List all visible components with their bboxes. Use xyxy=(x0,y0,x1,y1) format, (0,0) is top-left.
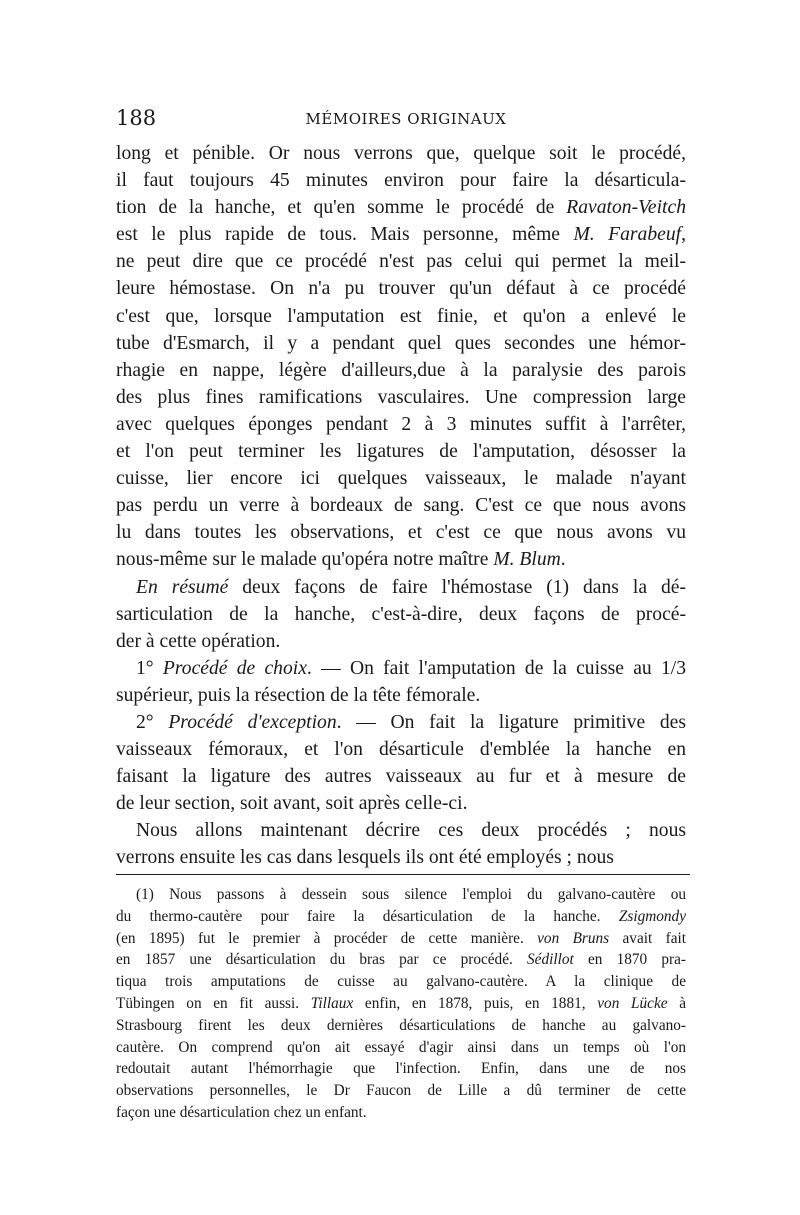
italic-run: Tillaux xyxy=(310,994,354,1012)
footnote xyxy=(116,884,686,1124)
text-line xyxy=(116,357,686,384)
text-run: verrons ensuite les cas dans lesquels ils ont été employés ; nous xyxy=(116,847,614,869)
text-line xyxy=(116,844,686,871)
text-run: est le plus rapide de tous. Mais personne, même xyxy=(116,224,574,246)
text-run: supérieur, puis la résection de la tête fémorale. xyxy=(116,684,481,706)
text-line xyxy=(116,411,686,438)
footnote-line xyxy=(116,1080,686,1102)
text-line xyxy=(116,465,686,492)
text-line xyxy=(116,682,686,709)
text-run: 1° xyxy=(136,657,163,679)
text-run: tion de la hanche, et qu'en somme le procédé de xyxy=(116,197,567,219)
text-run: . xyxy=(560,549,566,571)
italic-run: Zsigmondy xyxy=(618,907,686,925)
text-run: avec quelques éponges pendant 2 à 3 minutes suffit à l'arrêter, xyxy=(116,413,686,435)
italic-run: Ravaton-Veitch xyxy=(566,197,686,219)
text-line xyxy=(116,438,686,465)
text-run: il faut toujours 45 minutes environ pour faire la désarticula- xyxy=(116,170,686,192)
italic-run: M. Farabeuf xyxy=(573,224,682,246)
text-line xyxy=(116,330,686,357)
text-run: cuisse, lier encore ici quelques vaisseaux, le malade n'ayant xyxy=(116,468,686,490)
text-run: vaisseaux fémoraux, et l'on désarticule d'emblée la hanche en xyxy=(116,739,686,761)
text-run: tube d'Esmarch, il y a pendant quel ques secondes une hémor- xyxy=(116,332,686,354)
text-run: pas perdu un verre à bordeaux de sang. C'est ce que nous avons xyxy=(116,495,686,517)
text-run: ne peut dire que ce procédé n'est pas celui qui permet la meil- xyxy=(116,251,686,273)
body-text xyxy=(116,140,686,872)
text-run: en 1857 une désarticulation du bras par ce procédé. xyxy=(116,951,528,969)
text-line xyxy=(116,303,686,330)
text-line xyxy=(116,492,686,519)
text-run: Tübingen on en fit aussi. xyxy=(116,994,311,1012)
text-run: faisant la ligature des autres vaisseaux au fur et à mesure de xyxy=(116,766,686,788)
footnote-line xyxy=(116,993,686,1015)
text-run: à xyxy=(667,994,687,1012)
text-line xyxy=(116,817,686,844)
text-run: du thermo-cautère pour faire la désarticulation de la hanche. xyxy=(116,907,619,925)
footnote-line xyxy=(116,1037,686,1059)
text-run: (en 1895) fut le premier à procéder de cette manière. xyxy=(116,929,538,947)
text-run: c'est que, lorsque l'amputation est finie, et qu'on a enlevé le xyxy=(116,305,686,327)
text-run: cautère. On comprend qu'on ait essayé d'agir ainsi dans un temps où l'on xyxy=(116,1038,686,1056)
italic-run: von Lücke xyxy=(597,994,668,1012)
page-header xyxy=(116,106,696,136)
text-run: leure hémostase. On n'a pu trouver qu'un défaut à ce procédé xyxy=(116,278,686,300)
italic-run: Procédé de choix xyxy=(162,657,307,679)
text-run: , xyxy=(681,224,686,246)
text-run: der à cette opération. xyxy=(116,630,281,652)
text-line xyxy=(116,763,686,790)
italic-run: von Bruns xyxy=(537,929,610,947)
text-run: (1) Nous passons à dessein sous silence l'emploi du galvano-cautère ou xyxy=(136,886,686,903)
text-line xyxy=(116,194,686,221)
text-run: des plus fines ramifications vasculaires. Une compression large xyxy=(116,386,686,408)
text-line xyxy=(116,248,686,275)
text-run: façon une désarticulation chez un enfant. xyxy=(116,1103,367,1121)
text-run: long et pénible. Or nous verrons que, quelque soit le procédé, xyxy=(116,143,686,164)
text-run: en 1870 pra- xyxy=(573,951,686,969)
text-line xyxy=(116,736,686,763)
text-run: tiqua trois amputations de cuisse au galvano-cautère. A la clinique de xyxy=(116,973,686,991)
text-run: rhagie en nappe, légère d'ailleurs,due à la paralysie des parois xyxy=(116,359,686,381)
italic-run: Sédillot xyxy=(527,951,574,969)
text-run: et l'on peut terminer les ligatures de l'amputation, désosser la xyxy=(116,441,686,463)
text-line xyxy=(116,709,686,736)
text-line xyxy=(116,140,686,167)
running-title: MÉMOIRES ORIGINAUX xyxy=(305,110,507,128)
text-run: de leur section, soit avant, soit après celle-ci. xyxy=(116,793,468,815)
footnote-separator xyxy=(116,874,690,875)
footnote-line xyxy=(116,928,686,950)
text-run: sarticulation de la hanche, c'est-à-dire, deux façons de procé- xyxy=(116,603,686,625)
text-run: redoutait autant l'hémorrhagie que l'infection. Enfin, dans une de nos xyxy=(116,1060,686,1078)
text-line xyxy=(116,790,686,817)
italic-run: En résumé xyxy=(136,576,229,598)
italic-run: M. Blum xyxy=(493,549,561,571)
footnote-line xyxy=(116,906,686,928)
text-line xyxy=(116,601,686,628)
text-line xyxy=(116,546,686,573)
text-run: deux façons de faire l'hémostase (1) dans la dé- xyxy=(228,576,686,598)
text-line xyxy=(116,167,686,194)
text-run: . — On fait l'amputation de la cuisse au 1/3 xyxy=(306,657,687,679)
footnote-line xyxy=(116,884,686,906)
footnote-line xyxy=(116,1015,686,1037)
text-line xyxy=(116,628,686,655)
text-run: . — On fait la ligature primitive des xyxy=(336,711,686,733)
text-run: lu dans toutes les observations, et c'est ce que nous avons vu xyxy=(116,522,686,544)
footnote-line xyxy=(116,1102,686,1124)
text-run: avait fait xyxy=(609,929,686,947)
text-line xyxy=(116,655,686,682)
text-run: Nous allons maintenant décrire ces deux procédés ; nous xyxy=(136,820,686,842)
text-run: nous-même sur le malade qu'opéra notre maître xyxy=(116,549,494,571)
text-run: 2° xyxy=(136,711,169,733)
text-line xyxy=(116,275,686,302)
text-line xyxy=(116,574,686,601)
text-run: enfin, en 1878, puis, en 1881, xyxy=(353,994,598,1012)
text-line xyxy=(116,519,686,546)
footnote-line xyxy=(116,949,686,971)
text-run: observations personnelles, le Dr Faucon de Lille a dû terminer de cette xyxy=(116,1082,686,1100)
text-line xyxy=(116,221,686,248)
text-line xyxy=(116,384,686,411)
footnote-line xyxy=(116,971,686,993)
footnote-line xyxy=(116,1058,686,1080)
text-run: Strasbourg firent les deux dernières désarticulations de hanche au galvano- xyxy=(116,1016,686,1034)
italic-run: Procédé d'exception xyxy=(168,711,337,733)
page-number: 188 xyxy=(116,106,157,130)
